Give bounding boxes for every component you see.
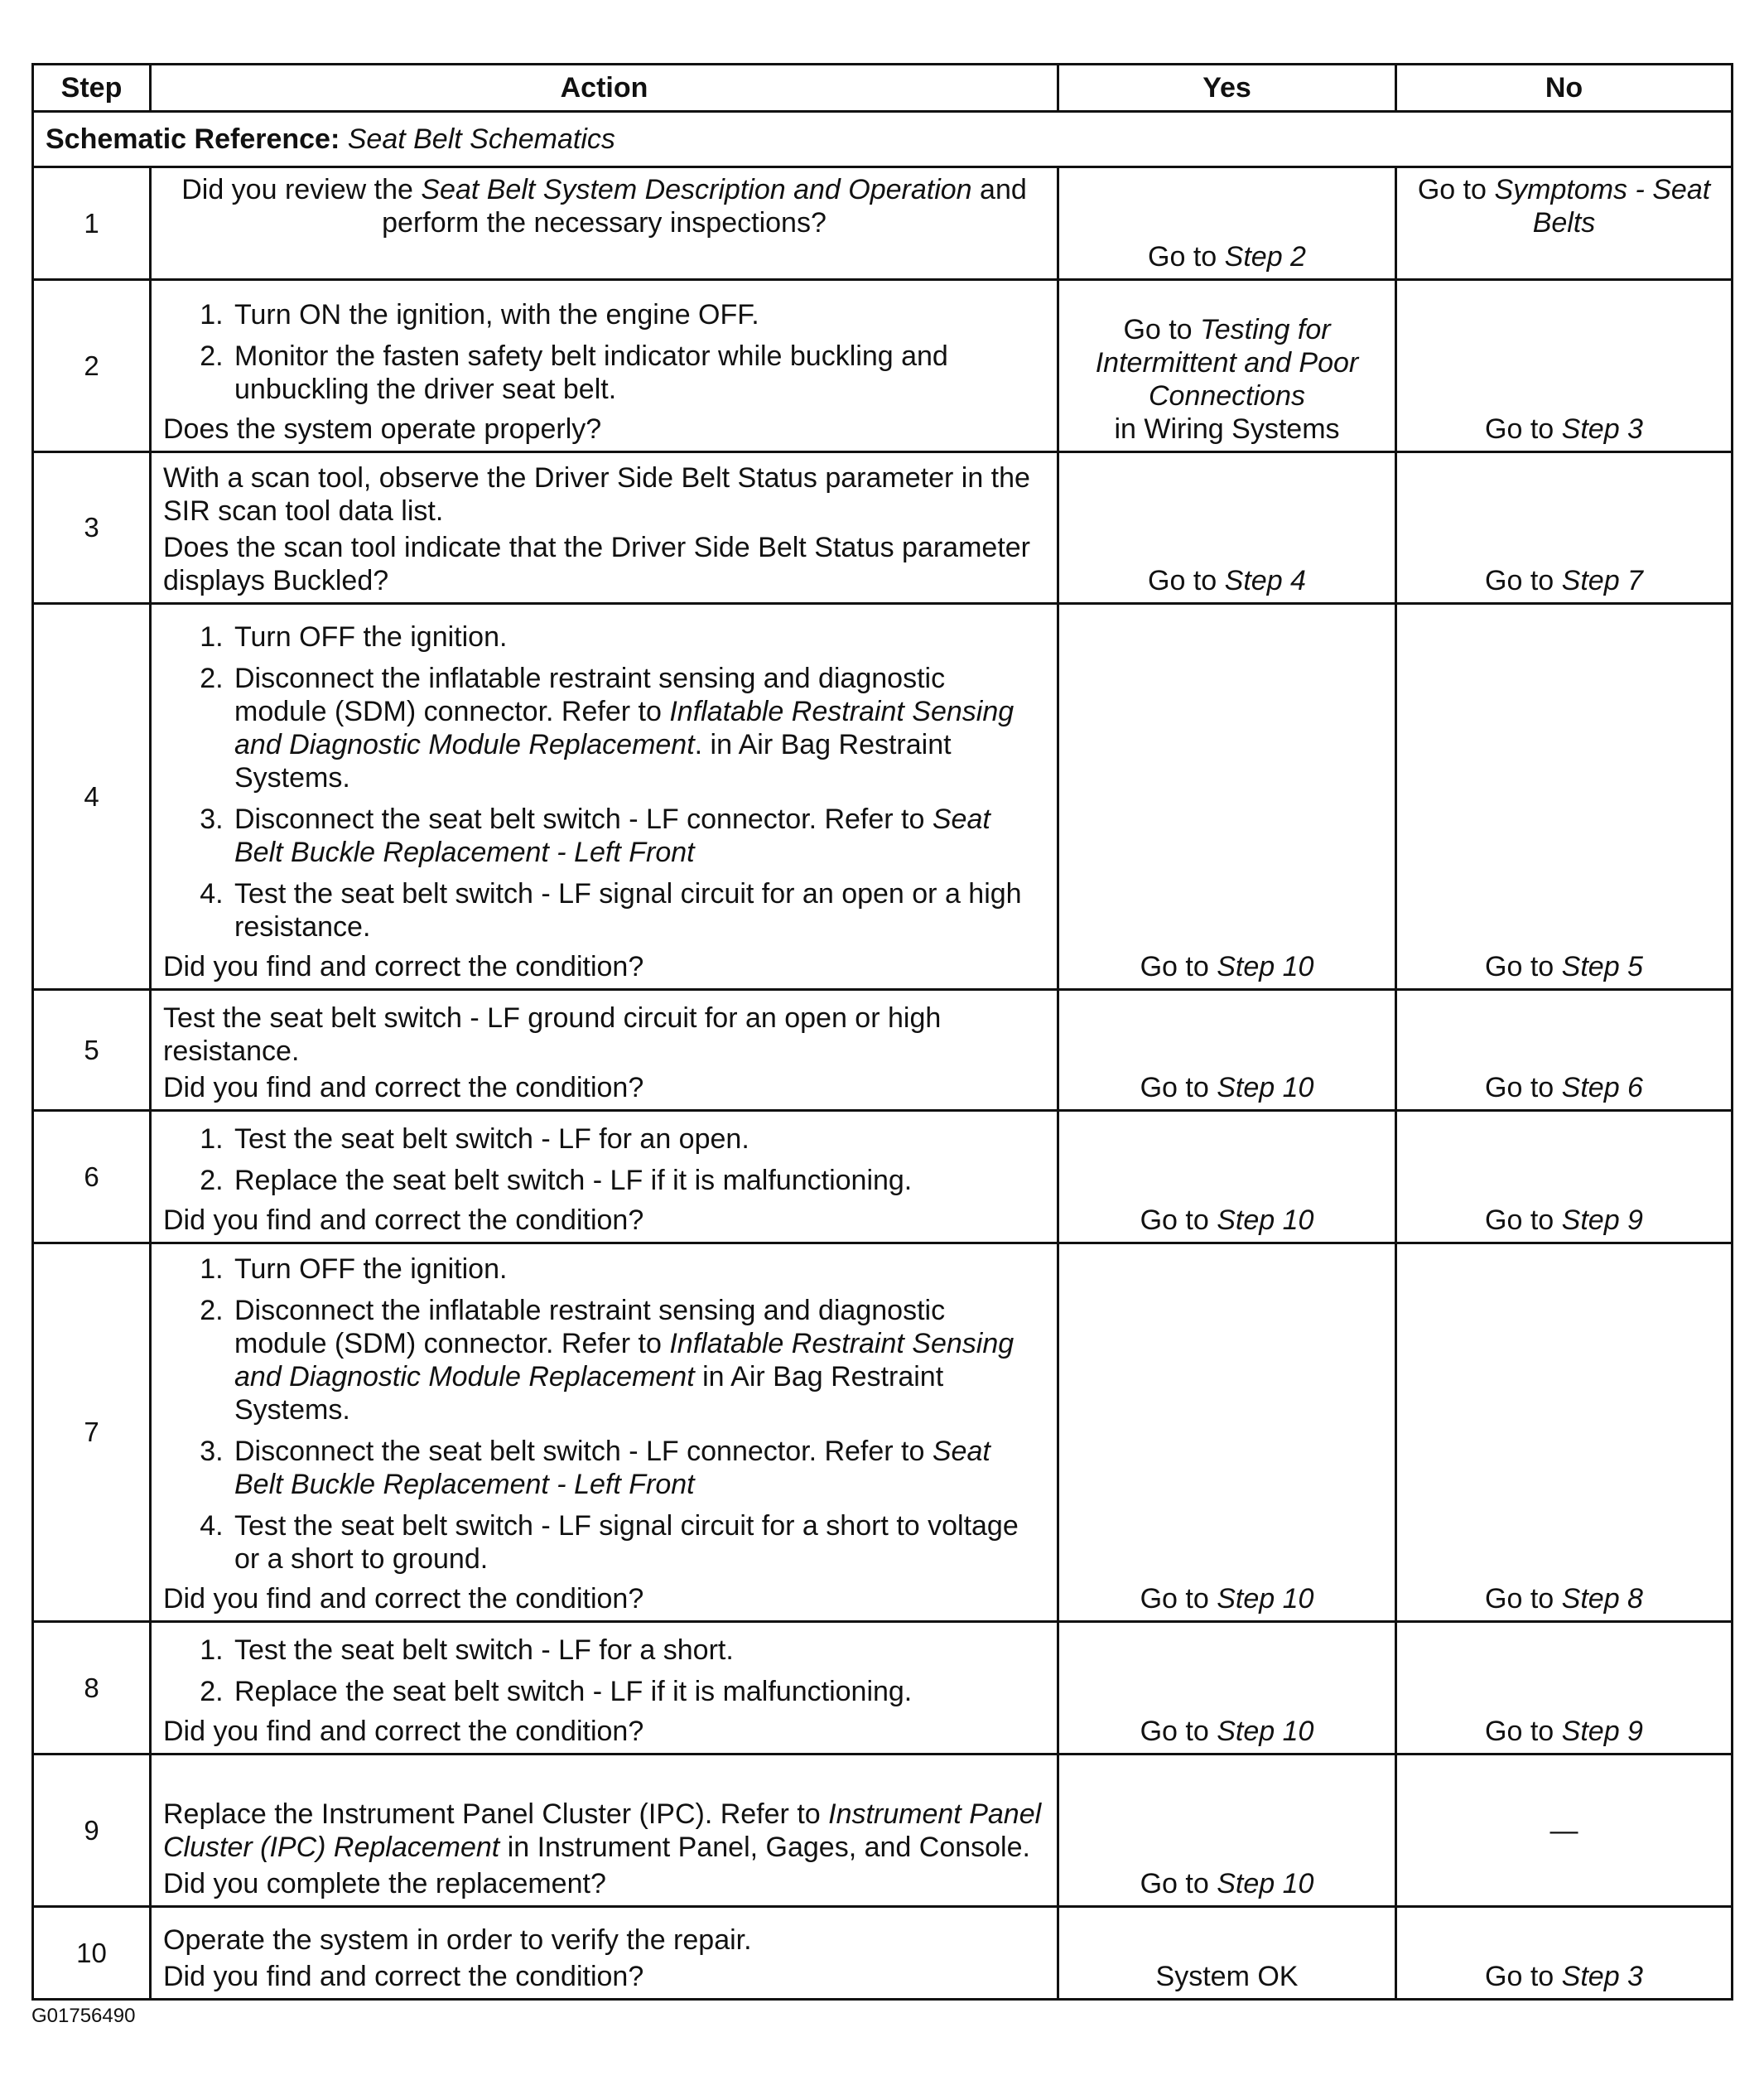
step-number: 5: [33, 990, 151, 1111]
action-cell: [151, 1111, 1058, 1243]
yes-cell: Go to Step 10: [1058, 1755, 1396, 1907]
no-link[interactable]: Step 7: [1561, 565, 1643, 596]
no-cell: Go to Step 7: [1396, 452, 1733, 604]
yes-link[interactable]: Step 4: [1224, 565, 1306, 596]
action-cell: [151, 1622, 1058, 1755]
action-text: With a scan tool, observe the Driver Side Belt Status parameter in the SIR scan tool data list.: [163, 462, 1030, 527]
table-row-step-10: [33, 1907, 1733, 2000]
figure-id: G01756490: [31, 2005, 136, 2027]
list-item: 2. Replace the seat belt switch - LF if it is malfunctioning.: [231, 1164, 1045, 1197]
no-header: No: [1396, 65, 1733, 112]
yes-cell: [1058, 1907, 1396, 2000]
buckle-replacement-link[interactable]: Seat Belt Buckle Replacement - Left Front: [234, 804, 990, 868]
action-text: Operate the system in order to verify the repair.: [163, 1924, 752, 1956]
action-cell: [151, 280, 1058, 452]
no-link[interactable]: Step 3: [1561, 413, 1643, 445]
sdm-replacement-link[interactable]: Inflatable Restraint Sensing and Diagnostic Module Replacement: [234, 696, 1015, 760]
action-cell: [151, 452, 1058, 604]
no-link[interactable]: Step 9: [1561, 1716, 1643, 1747]
action-text: Did you review the Seat Belt System Description and Operation and perform the necessary inspections?: [181, 174, 1027, 239]
no-cell: Go to Step 8: [1396, 1243, 1733, 1622]
yes-cell: Go to Step 10: [1058, 604, 1396, 990]
table-row-step-5: [33, 990, 1733, 1111]
step-number: 1: [33, 167, 151, 280]
no-cell: Go to Step 5: [1396, 604, 1733, 990]
list-item: 1. Test the seat belt switch - LF for a short.: [231, 1634, 1045, 1667]
no-cell: Go to Step 3: [1396, 1907, 1733, 2000]
yes-link[interactable]: Step 10: [1217, 1716, 1314, 1747]
sdm-replacement-link[interactable]: Inflatable Restraint Sensing and Diagnostic Module Replacement: [234, 1328, 1015, 1393]
yes-cell: Go to Step 10: [1058, 990, 1396, 1111]
yes-header: Yes: [1058, 65, 1396, 112]
action-question: Does the scan tool indicate that the Driver Side Belt Status parameter displays Buckled?: [163, 532, 1030, 596]
ipc-replacement-link[interactable]: Instrument Panel Cluster (IPC) Replacement: [163, 1798, 1042, 1863]
action-steps-list: [163, 620, 1045, 944]
yes-link[interactable]: Step 10: [1217, 1583, 1314, 1615]
action-cell: [151, 167, 1058, 280]
no-action-dash: —: [1550, 1814, 1578, 1846]
list-item: 1. Turn OFF the ignition.: [231, 1253, 1045, 1286]
action-steps-list: [163, 1122, 1045, 1197]
step-number: 7: [33, 1243, 151, 1622]
yes-link[interactable]: Step 10: [1217, 1204, 1314, 1236]
list-item: 2. Disconnect the inflatable restraint sensing and diagnostic module (SDM) connector. Refer to Inflatable Restraint Sensing and Diagnostic Module Replacement. in Air Bag Restraint Systems.: [231, 662, 1045, 794]
yes-cell: Go to Step 10: [1058, 1111, 1396, 1243]
action-question: Did you complete the replacement?: [163, 1868, 606, 1899]
yes-cell: Go to Step 2: [1058, 167, 1396, 280]
action-cell: [151, 990, 1058, 1111]
step-number: 2: [33, 280, 151, 452]
list-item: 3. Disconnect the seat belt switch - LF connector. Refer to Seat Belt Buckle Replacement - Left Front: [231, 1435, 1045, 1501]
schematic-reference-link[interactable]: Seat Belt Schematics: [347, 123, 615, 155]
table-row-step-9: [33, 1755, 1733, 1907]
list-item: 1. Turn ON the ignition, with the engine OFF.: [231, 298, 1045, 331]
table-row-step-8: [33, 1622, 1733, 1755]
action-question: Did you find and correct the condition?: [163, 1583, 644, 1615]
action-steps-list: [163, 298, 1045, 406]
table-row-step-4: [33, 604, 1733, 990]
list-item: 2. Replace the seat belt switch - LF if it is malfunctioning.: [231, 1675, 1045, 1708]
list-item: 2. Monitor the fasten safety belt indicator while buckling and unbuckling the driver seat belt.: [231, 340, 1045, 406]
seat-belt-description-link[interactable]: Seat Belt System Description and Operation: [421, 174, 972, 205]
action-cell: [151, 604, 1058, 990]
list-item: 2. Disconnect the inflatable restraint sensing and diagnostic module (SDM) connector. Refer to Inflatable Restraint Sensing and Diagnostic Module Replacement in Air Bag Restraint Systems.: [231, 1294, 1045, 1426]
no-cell: Go to Step 6: [1396, 990, 1733, 1111]
list-item: 4. Test the seat belt switch - LF signal circuit for an open or a high resistance.: [231, 877, 1045, 944]
yes-link[interactable]: Step 10: [1217, 1072, 1314, 1103]
diagnostic-document: [31, 63, 1731, 2001]
action-question: Did you find and correct the condition?: [163, 1716, 644, 1747]
no-cell: Go to Symptoms - Seat Belts: [1396, 167, 1733, 280]
no-link[interactable]: Step 6: [1561, 1072, 1643, 1103]
yes-cell: Go to Step 10: [1058, 1243, 1396, 1622]
step-number: 8: [33, 1622, 151, 1755]
step-number: 10: [33, 1907, 151, 2000]
action-question: Does the system operate properly?: [163, 413, 602, 445]
yes-cell: Go to Step 10: [1058, 1622, 1396, 1755]
action-question: Did you find and correct the condition?: [163, 1961, 644, 1992]
table-row-step-7: [33, 1243, 1733, 1622]
table-row-step-2: [33, 280, 1733, 452]
table-row-step-3: [33, 452, 1733, 604]
step-number: 4: [33, 604, 151, 990]
schematic-reference-label: Schematic Reference:: [46, 123, 340, 155]
no-link[interactable]: Step 3: [1561, 1961, 1643, 1992]
action-cell: [151, 1755, 1058, 1907]
diagnostic-table: [31, 63, 1733, 2001]
list-item: 1. Test the seat belt switch - LF for an open.: [231, 1122, 1045, 1156]
action-steps-list: [163, 1253, 1045, 1576]
action-cell: [151, 1243, 1058, 1622]
action-text: Replace the Instrument Panel Cluster (IPC). Refer to Instrument Panel Cluster (IPC) Replacement in Instrument Panel, Gages, and Console.: [163, 1798, 1042, 1863]
no-link[interactable]: Step 9: [1561, 1204, 1643, 1236]
action-header: Action: [151, 65, 1058, 112]
no-link[interactable]: Symptoms - Seat Belts: [1494, 174, 1711, 239]
action-text: Test the seat belt switch - LF ground circuit for an open or high resistance.: [163, 1002, 942, 1067]
no-cell: Go to Step 9: [1396, 1622, 1733, 1755]
yes-link[interactable]: Step 2: [1224, 241, 1306, 273]
table-row-step-1: [33, 167, 1733, 280]
yes-result: System OK: [1155, 1961, 1299, 1992]
list-item: 1. Turn OFF the ignition.: [231, 620, 1045, 654]
list-item: 4. Test the seat belt switch - LF signal circuit for a short to voltage or a short to ground.: [231, 1509, 1045, 1576]
action-question: Did you find and correct the condition?: [163, 1072, 644, 1103]
action-question: Did you find and correct the condition?: [163, 1204, 644, 1236]
yes-link[interactable]: Step 10: [1217, 951, 1314, 982]
table-row-step-6: [33, 1111, 1733, 1243]
list-item: 3. Disconnect the seat belt switch - LF connector. Refer to Seat Belt Buckle Replacement - Left Front: [231, 803, 1045, 869]
step-number: 9: [33, 1755, 151, 1907]
no-cell: Go to Step 9: [1396, 1111, 1733, 1243]
schematic-row: [33, 112, 1733, 167]
header-row: [33, 65, 1733, 112]
buckle-replacement-link[interactable]: Seat Belt Buckle Replacement - Left Front: [234, 1436, 990, 1500]
step-number: 6: [33, 1111, 151, 1243]
no-link[interactable]: Step 8: [1561, 1583, 1643, 1615]
step-number: 3: [33, 452, 151, 604]
step-header: Step: [33, 65, 151, 112]
no-cell: Go to Step 3: [1396, 280, 1733, 452]
schematic-reference: [33, 112, 1733, 167]
yes-cell: Go to Testing for Intermittent and Poor Connections in Wiring Systems: [1058, 280, 1396, 452]
action-question: Did you find and correct the condition?: [163, 951, 644, 982]
yes-cell: Go to Step 4: [1058, 452, 1396, 604]
yes-link[interactable]: Testing for Intermittent and Poor Connections: [1095, 314, 1359, 412]
action-cell: [151, 1907, 1058, 2000]
yes-link[interactable]: Step 10: [1217, 1868, 1314, 1899]
no-link[interactable]: Step 5: [1561, 951, 1643, 982]
action-steps-list: [163, 1634, 1045, 1708]
no-cell: [1396, 1755, 1733, 1907]
